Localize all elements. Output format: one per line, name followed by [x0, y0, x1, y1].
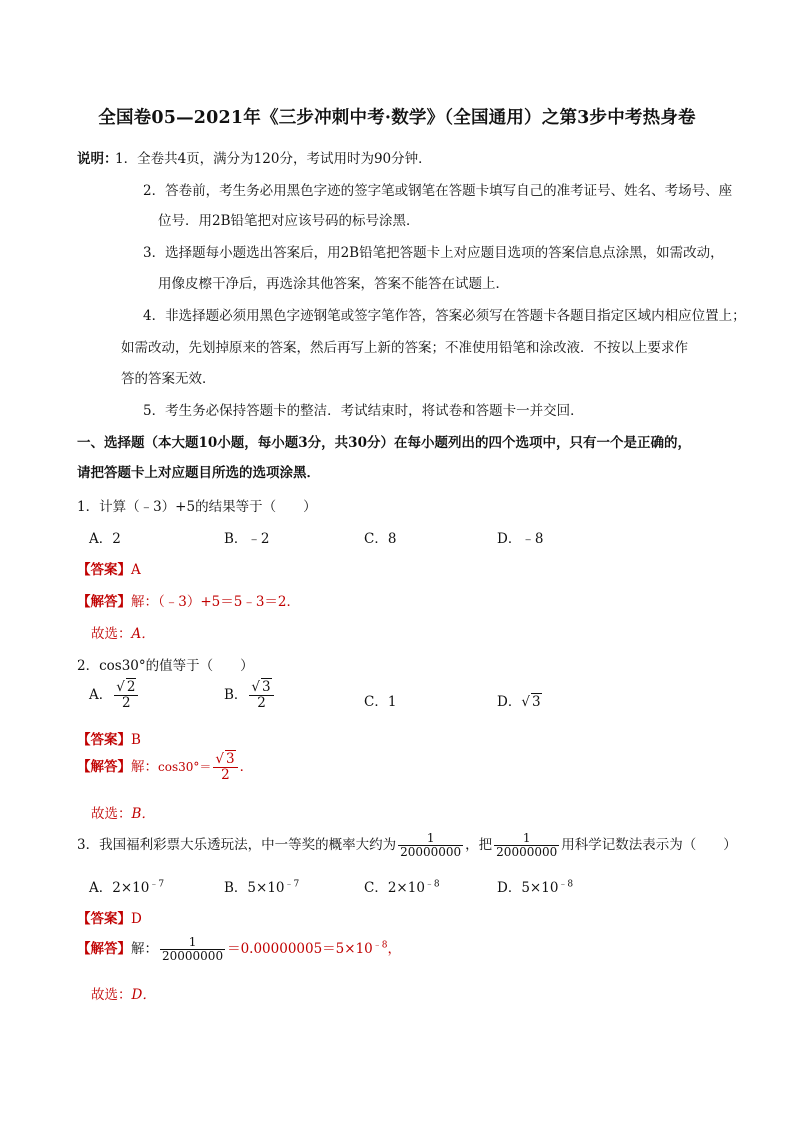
answer-value: B [131, 732, 141, 748]
exponent: ﹣8 [558, 879, 574, 890]
fraction [213, 752, 237, 783]
radicand: 2 [126, 679, 136, 695]
answer-value: A [131, 562, 141, 578]
jie-label: 解： [131, 594, 158, 610]
jie-label: 解： [131, 941, 158, 958]
question-3-stem [77, 832, 737, 859]
question-1-choice [91, 622, 155, 642]
choice-label: 故选： [91, 806, 132, 822]
sqrt-symbol: √ 3 [251, 679, 271, 695]
option-d-label: D． [497, 694, 522, 710]
question-2-option-d [497, 690, 542, 710]
instruction-4-line3: 答的答案无效． [121, 371, 216, 387]
fraction [398, 832, 463, 859]
sqrt-symbol: √ 2 [116, 679, 136, 695]
question-1-answer [77, 558, 141, 578]
answer-label: 【答案】 [77, 732, 131, 748]
question-3-answer [77, 907, 142, 927]
sqrt-symbol: √ 3 [215, 751, 235, 767]
choice-value: B． [131, 806, 155, 822]
question-2-choice [91, 802, 155, 822]
denominator: 2 [221, 766, 230, 783]
section-heading-line2: 请把答题卡上对应题目所选的选项涂黑． [77, 465, 320, 481]
sqrt-symbol: √ 3 [521, 694, 541, 710]
question-1-option-a: A．2 [89, 531, 121, 547]
denominator: 2 [257, 694, 266, 711]
instruction-3-line2: 用像皮檫干净后，再选涂其他答案，答案不能答在试题上． [158, 276, 509, 292]
exponent: ﹣7 [284, 879, 300, 890]
question-2-answer [77, 728, 141, 748]
instruction-2-line1: 2．答卷前，考生务必用黑色字迹的签字笔或钢笔在答题卡填写自己的准考证号、姓名、考场号、座 [143, 183, 733, 199]
exponent: ﹣7 [149, 879, 165, 890]
question-3-explanation [77, 936, 401, 963]
question-1-option-d: D．﹣8 [497, 531, 544, 547]
answer-value: D [131, 911, 142, 927]
solution-end: ， [387, 941, 401, 958]
denominator: 2 [122, 694, 131, 711]
choice-label: 故选： [91, 626, 132, 642]
question-3-option-c [364, 876, 440, 896]
question-1-stem: 1．计算（﹣3）+5的结果等于（ ） [77, 499, 317, 515]
fraction [494, 832, 559, 859]
radicand: 3 [225, 751, 235, 767]
question-2-option-c: C．1 [364, 694, 397, 710]
question-2-stem: 2．cos30°的值等于（ ） [77, 658, 254, 674]
denominator: 20000000 [496, 845, 558, 860]
radicand: 3 [262, 679, 271, 695]
question-3-option-d [497, 876, 573, 896]
jie-label: 解： [131, 758, 158, 775]
stem-text: ，把 [465, 837, 493, 854]
question-1-option-c: C．8 [364, 531, 397, 547]
solution-end: ． [239, 758, 254, 775]
instruction-4-line1: 4．非选择题必须用黑色字迹钢笔或签字笔作答，答案必须写在答题卡各题目指定区域内相应位置上； [143, 308, 746, 324]
solution-text: cos30°＝ [158, 759, 212, 774]
question-1-explanation [77, 590, 300, 610]
instruction-3-line1: 3．选择题每小题选出答案后，用2B铅笔把答题卡上对应题目选项的答案信息点涂黑，如需改动， [143, 245, 724, 261]
question-3-option-b [224, 876, 299, 896]
instructions-label: 说明： [77, 151, 118, 167]
instruction-5: 5．考生务必保持答题卡的整洁．考试结束时，将试卷和答题卡一并交回． [143, 403, 584, 419]
exponent: ﹣8 [424, 879, 440, 890]
option-text: C．2×10 [364, 880, 425, 896]
fraction [160, 936, 225, 963]
question-1-option-b: B．﹣2 [224, 531, 270, 547]
numerator: 1 [160, 936, 225, 950]
exponent: ﹣8 [372, 940, 388, 951]
option-text: A．2×10 [89, 880, 150, 896]
explain-label: 【解答】 [77, 941, 131, 958]
solution-text: ＝0.00000005＝5×10 [227, 941, 373, 958]
question-3-option-a [89, 876, 164, 896]
stem-text: 3．我国福利彩票大乐透玩法，中一等奖的概率大约为 [77, 837, 397, 854]
page-title: 全国卷05—2021年《三步冲刺中考·数学》（全国通用）之第3步中考热身卷 [98, 108, 696, 128]
numerator: 1 [494, 832, 559, 846]
denominator: 20000000 [400, 845, 462, 860]
instruction-2-line2: 位号．用2B铅笔把对应该号码的标号涂黑． [158, 213, 420, 229]
section-heading-line1: 一、选择题（本大题10小题，每小题3分，共30分）在每小题列出的四个选项中，只有一个是正确的， [77, 435, 691, 451]
numerator: 1 [398, 832, 463, 846]
option-text: D．5×10 [497, 880, 559, 896]
answer-label: 【答案】 [77, 911, 131, 927]
question-2-option-b [224, 680, 276, 711]
choice-value: A． [131, 626, 155, 642]
fraction [249, 680, 273, 711]
option-a-label: A． [89, 686, 113, 703]
choice-label: 故选： [91, 987, 132, 1003]
fraction [114, 680, 138, 711]
answer-label: 【答案】 [77, 562, 131, 578]
option-b-label: B． [224, 686, 248, 703]
choice-value: D． [131, 987, 156, 1003]
denominator: 20000000 [162, 949, 224, 964]
question-2-option-a [89, 680, 140, 711]
instruction-1: 1．全卷共4页，满分为120分，考试用时为90分钟． [115, 151, 432, 167]
question-2-explanation [77, 752, 253, 783]
explain-label: 【解答】 [77, 758, 131, 775]
explain-label: 【解答】 [77, 594, 131, 610]
option-text: B．5×10 [224, 880, 285, 896]
question-3-choice [91, 983, 156, 1003]
stem-text: 用科学记数法表示为（ ） [561, 837, 737, 854]
solution-text: （﹣3）+5＝5﹣3＝2． [158, 594, 301, 610]
radicand: 3 [531, 694, 541, 710]
instruction-4-line2: 如需改动，先划掉原来的答案，然后再写上新的答案；不准使用铅笔和涂改液．不按以上要求作 [121, 340, 688, 356]
